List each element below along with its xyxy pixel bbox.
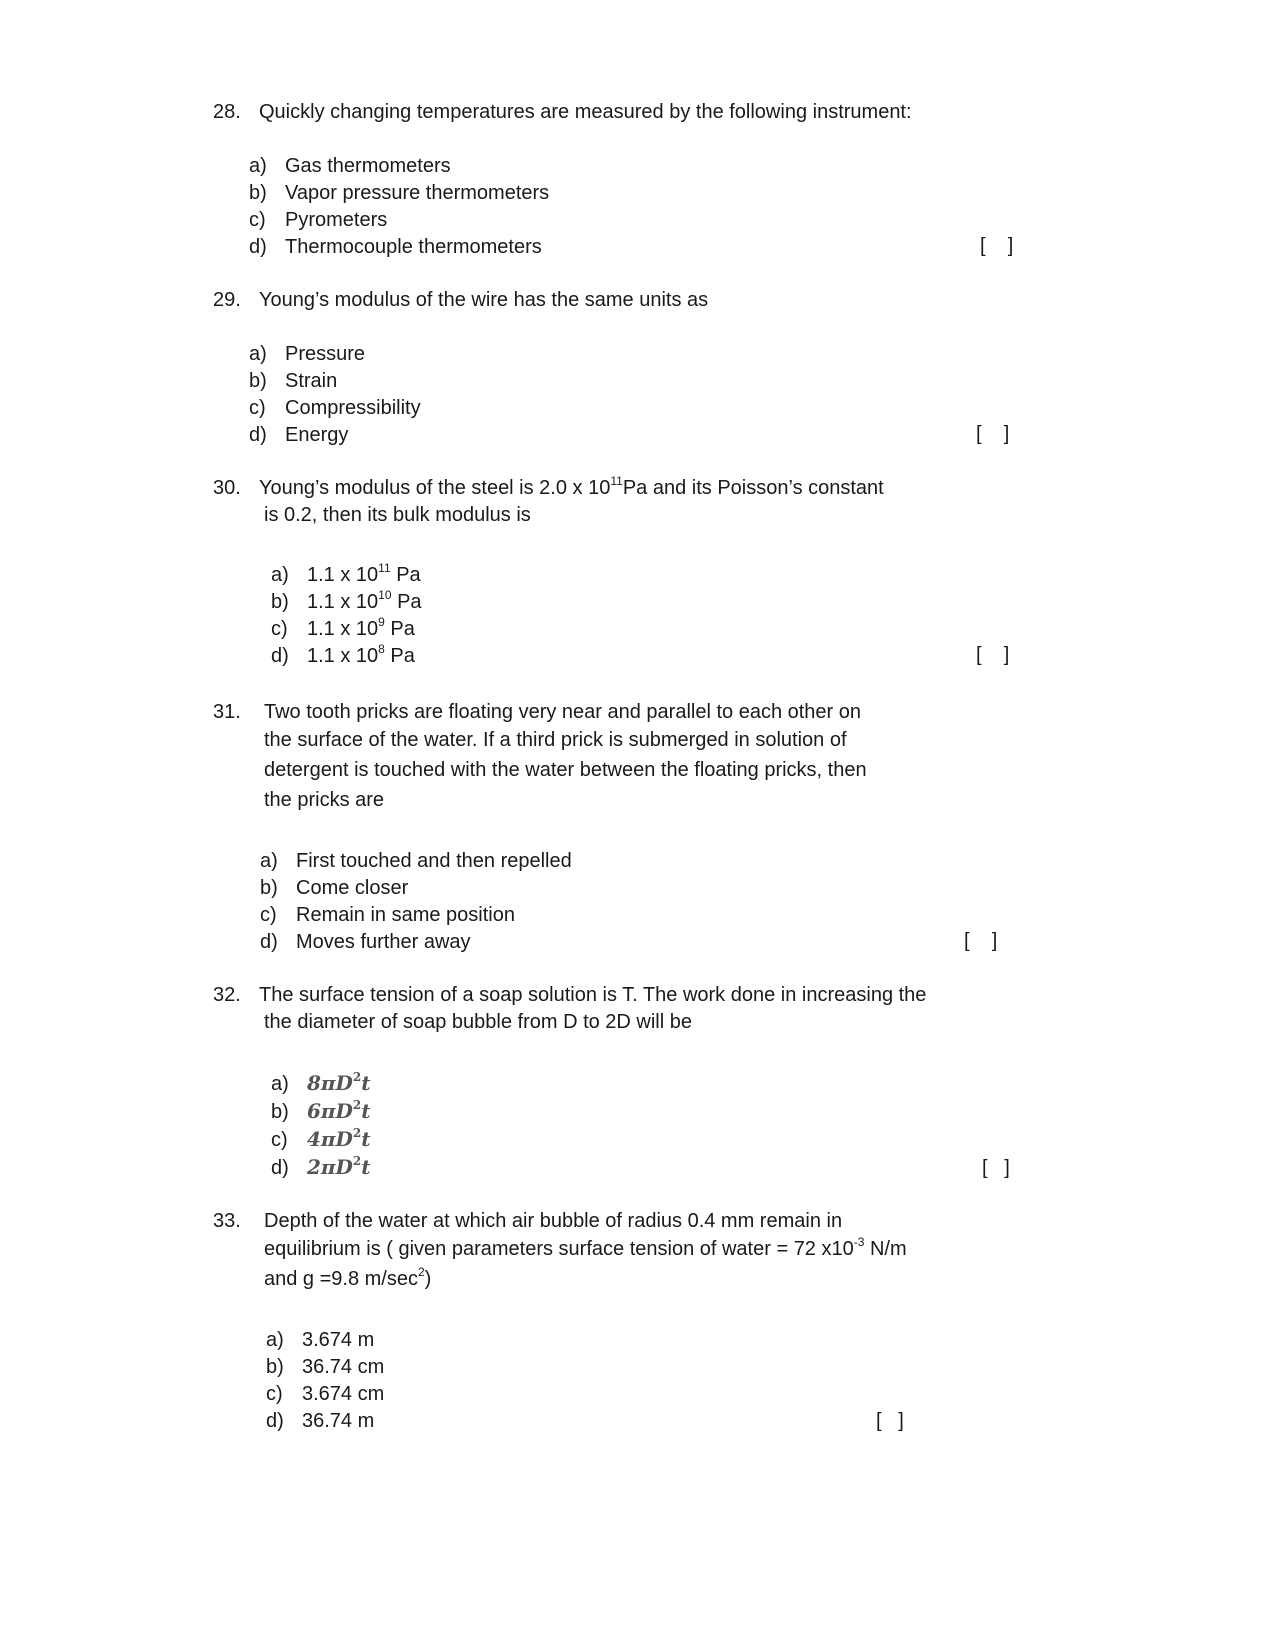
option-d: d) Energy bbox=[249, 424, 349, 446]
option-c: c) Pyrometers bbox=[249, 209, 388, 231]
formula: $4\pi D^2t$ bbox=[307, 1126, 371, 1151]
question-text-line-2: equilibrium is ( given parameters surface tension of water = 72 $x10^{-3}$ N/m bbox=[264, 1235, 907, 1260]
option-c: c) 3.674 cm bbox=[266, 1383, 385, 1405]
answer-bracket[interactable]: [ ] bbox=[980, 235, 1014, 257]
question-text-line-2: is 0.2, then its bulk modulus is bbox=[264, 504, 531, 526]
answer-bracket[interactable]: [ ] bbox=[982, 1157, 1010, 1179]
option-a: a) 3.674 m bbox=[266, 1329, 375, 1351]
options-list bbox=[249, 341, 421, 449]
option-a: a) Pressure bbox=[249, 343, 366, 365]
options-list bbox=[271, 562, 422, 670]
option-d: d) 36.74 m bbox=[266, 1410, 375, 1432]
question-text-line-1: Young’s modulus of the steel is 2.0 x $10^{11}Pa$ and its Poisson’s constant bbox=[259, 474, 884, 499]
question-number: 28. bbox=[213, 101, 241, 123]
answer-bracket[interactable]: [ ] bbox=[876, 1410, 904, 1432]
answer-bracket[interactable]: [ ] bbox=[964, 930, 998, 952]
option-c: c) Compressibility bbox=[249, 397, 421, 419]
question-text-line-3: detergent is touched with the water between the floating pricks, then bbox=[264, 759, 867, 781]
option-b: b) Vapor pressure thermometers bbox=[249, 182, 550, 204]
formula: $6\pi D^2t$ bbox=[307, 1098, 371, 1123]
question-text-line-3: and g =9.8 $m/\sec^2$) bbox=[264, 1265, 432, 1290]
formula: $2\pi D^2t$ bbox=[307, 1154, 371, 1179]
option-b: b) 36.74 cm bbox=[266, 1356, 385, 1378]
option-d: d) $2\pi D^2t$ bbox=[271, 1154, 371, 1179]
option-d: d) 1.1 x $10^8$ Pa bbox=[271, 642, 415, 667]
option-a: a) $8\pi D^2t$ bbox=[271, 1070, 371, 1095]
question-text-line-4: the pricks are bbox=[264, 789, 385, 811]
option-c: c) Remain in same position bbox=[260, 904, 515, 926]
option-b: b) Strain bbox=[249, 370, 338, 392]
question-number: 32. bbox=[213, 984, 241, 1006]
option-d: d) Thermocouple thermometers bbox=[249, 236, 542, 258]
question-text-line-2: the surface of the water. If a third prick is submerged in solution of bbox=[264, 729, 847, 751]
question-number: 29. bbox=[213, 289, 241, 311]
question-text: Quickly changing temperatures are measured by the following instrument: bbox=[259, 101, 912, 123]
option-b: b) Come closer bbox=[260, 877, 409, 899]
options-list bbox=[271, 1070, 371, 1182]
question-text-line-2: the diameter of soap bubble from D to 2D will be bbox=[264, 1011, 692, 1033]
formula: $8\pi D^2t$ bbox=[307, 1070, 371, 1095]
option-a: a) Gas thermometers bbox=[249, 155, 451, 177]
question-text-line-1: Two tooth pricks are floating very near and parallel to each other on bbox=[264, 701, 862, 723]
question-number: 30. bbox=[213, 477, 241, 499]
option-b: b) 1.1 x $10^{10}$ Pa bbox=[271, 588, 422, 613]
option-a: a) 1.1 x $10^{11}$ Pa bbox=[271, 561, 421, 586]
options-list bbox=[260, 848, 572, 956]
question-text-line-1: The surface tension of a soap solution is T. The work done in increasing the bbox=[259, 984, 927, 1006]
option-c: c) 1.1 x $10^9$ Pa bbox=[271, 615, 415, 640]
option-c: c) $4\pi D^2t$ bbox=[271, 1126, 371, 1151]
answer-bracket[interactable]: [ ] bbox=[976, 423, 1010, 445]
options-list bbox=[249, 153, 549, 261]
options-list bbox=[266, 1327, 384, 1435]
option-b: b) $6\pi D^2t$ bbox=[271, 1098, 371, 1123]
question-text: Young’s modulus of the wire has the same units as bbox=[259, 289, 709, 311]
question-text-line-1: Depth of the water at which air bubble of radius 0.4 mm remain in bbox=[264, 1210, 843, 1232]
option-d: d) Moves further away bbox=[260, 931, 471, 953]
question-number: 33. bbox=[213, 1210, 241, 1232]
question-number: 31. bbox=[213, 701, 241, 723]
option-a: a) First touched and then repelled bbox=[260, 850, 572, 872]
answer-bracket[interactable]: [ ] bbox=[976, 644, 1010, 666]
